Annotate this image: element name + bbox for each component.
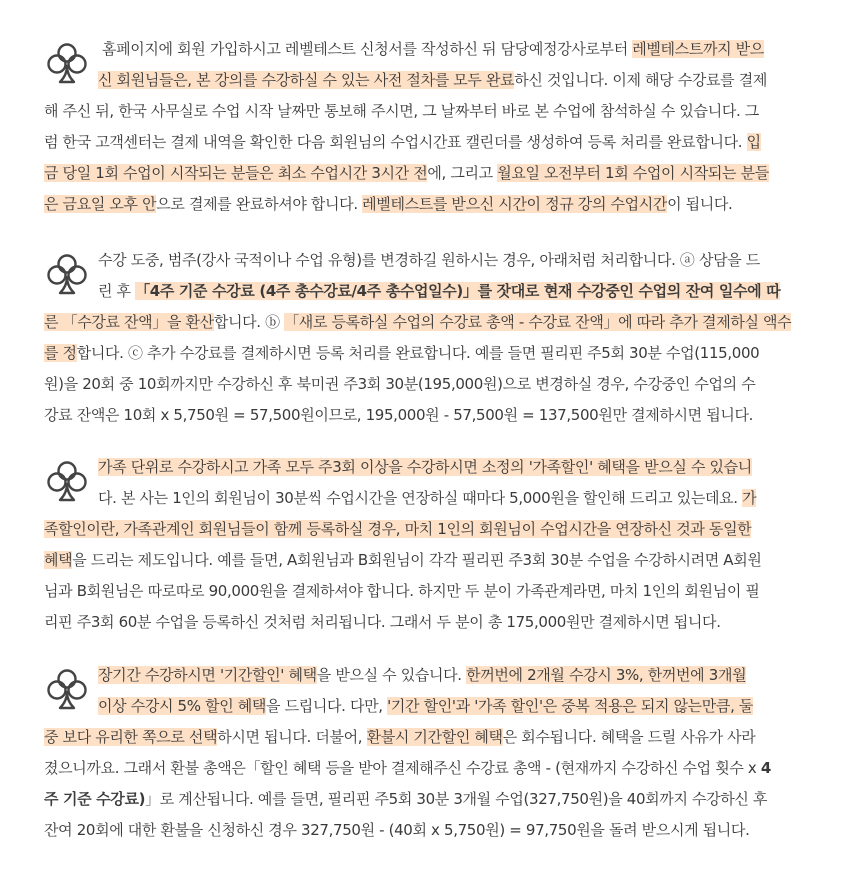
- text-line: [44, 660, 812, 691]
- club-icon: [44, 40, 90, 86]
- highlighted-text: 「새로 등록하실 수업의 수강료 총액 - 수강료 잔액」에 따라 추가 결제하실 액수: [284, 313, 792, 331]
- text-segment: 에, 그리고: [427, 164, 498, 182]
- highlighted-text: 월요일 오전부터 1회 수업이 시작되는 분들: [497, 164, 769, 182]
- text-segment: 린 후: [98, 282, 136, 300]
- text-line: [44, 65, 812, 96]
- text-segment: 이 됩니다.: [667, 195, 733, 213]
- text-line: [44, 245, 812, 276]
- highlighted-text: 가: [742, 489, 757, 507]
- text-line: [44, 576, 812, 607]
- highlighted-text: 이상 수강시 5% 할인 혜택: [98, 697, 267, 715]
- text-segment: 합니다. ⓒ 추가 수강료를 결제하시면 등록 처리를 완료합니다. 예를 들면 필리핀 주5회 30분 수업(115,000: [76, 344, 760, 362]
- highlighted-text: 레벨테스트까지 받으: [632, 40, 764, 58]
- paragraph-course-change: [44, 245, 812, 431]
- text-segment: 」로 계산됩니다. 예를 들면, 필리핀 주5회 30분 3개월 수업(327,750원)을 40회까지 수강하신 후: [145, 790, 768, 808]
- text-segment: 하신 것입니다. 이제 해당 수강료를 결제: [514, 71, 768, 89]
- highlighted-text: 「4주 기준 수강료 (4주 총수강료/4주 총수업일수)」를 잣대로 현재 수강중인 수업의 잔여 일수에 따: [135, 282, 781, 300]
- highlighted-text: 환불시 기간할인 혜택: [366, 728, 503, 746]
- text-segment: 을 받으실 수 있습니다.: [316, 666, 467, 684]
- text-line: [44, 158, 812, 189]
- text-segment: 럼 한국 고객센터는 결제 내역을 확인한 다음 회원님의 수업시간표 캘린더를 생성하여 등록 처리를 완료합니다.: [44, 133, 747, 151]
- text-segment: 리핀 주3회 60분 수업을 등록하신 것처럼 처리됩니다. 그래서 두 분이 총 175,000원만 결제하시면 됩니다.: [44, 613, 721, 631]
- text-segment: 님과 B회원님은 따로따로 90,000원을 결제하셔야 합니다. 하지만 두 분이 가족관계라면, 마치 1인의 회원님이 필: [44, 582, 760, 600]
- text-segment: 원)을 20회 중 10회까지만 수강하신 후 북미권 주3회 30분(195,000원)으로 변경하실 경우, 수강중인 수업의 수: [44, 375, 756, 393]
- text-line: [44, 483, 812, 514]
- text-segment: 합니다. ⓑ: [213, 313, 285, 331]
- text-line: [44, 34, 812, 65]
- highlighted-text: 입: [746, 133, 761, 151]
- highlighted-text: 레벨테스트를 받으신 시간이 정규 강의 수업시간: [362, 195, 668, 213]
- highlighted-text: 금 당일 1회 수업이 시작되는 분들은 최소 수업시간 3시간 전: [44, 164, 428, 182]
- highlighted-text: 중 보다 유리한 쪽으로 선택: [44, 728, 218, 746]
- text-line: [44, 691, 812, 722]
- text-line: [44, 514, 812, 545]
- highlighted-text: 족할인이란, 가족관계인 회원님들이 함께 등록하실 경우, 마치 1인의 회원님이 수업시간을 연장하신 것과 동일한: [44, 520, 752, 538]
- highlighted-text: 혜택: [44, 551, 73, 569]
- text-line: [44, 189, 812, 220]
- text-line: [44, 400, 812, 431]
- paragraph-period-discount: [44, 660, 812, 846]
- text-segment: 4: [760, 759, 771, 777]
- paragraph-registration: [44, 34, 812, 220]
- text-segment: 홈페이지에 회원 가입하시고 레벨테스트 신청서를 작성하신 뒤 담당예정강사로부터: [102, 40, 633, 58]
- text-line: [44, 815, 812, 846]
- text-segment: 해 주신 뒤, 한국 사무실로 수업 시작 날짜만 통보해 주시면, 그 날짜부터 바로 본 수업에 참석하실 수 있습니다. 그: [44, 102, 759, 120]
- highlighted-text: 가족 단위로 수강하시고 가족 모두 주3회 이상을 수강하시면 소정의 '가족할인' 혜택을 받으실 수 있습니: [98, 458, 752, 476]
- text-line: [44, 369, 812, 400]
- text-line: [44, 276, 812, 307]
- highlighted-text: '기간 할인'과 '가족 할인'은 중복 적용은 되지 않는만큼, 둘: [387, 697, 754, 715]
- text-segment: 을 드리는 제도입니다. 예를 들면, A회원님과 B회원님이 각각 필리핀 주3회 30분 수업을 수강하시려면 A회원: [72, 551, 762, 569]
- text-segment: 강료 잔액은 10회 x 5,750원 = 57,500원이므로, 195,000원 - 57,500원 = 137,500원만 결제하시면 됩니다.: [44, 406, 754, 424]
- text-line: [44, 722, 812, 753]
- text-line: [44, 545, 812, 576]
- text-line: [44, 452, 812, 483]
- text-line: [44, 338, 812, 369]
- text-line: [44, 607, 812, 638]
- text-segment: 잔여 20회에 대한 환불을 신청하신 경우 327,750원 - (40회 x 5,750원) = 97,750원을 돌려 받으시게 됩니다.: [44, 821, 750, 839]
- highlighted-text: 한꺼번에 2개월 수강시 3%, 한꺼번에 3개월: [466, 666, 747, 684]
- text-segment: 은 회수됩니다. 혜택을 드릴 사유가 사라: [502, 728, 756, 746]
- club-icon: [44, 251, 90, 297]
- paragraph-family-discount: [44, 452, 812, 638]
- text-line: [44, 753, 812, 784]
- text-segment: 을 드립니다. 다만,: [266, 697, 388, 715]
- highlighted-text: 장기간 수강하시면 '기간할인' 혜택: [98, 666, 317, 684]
- club-icon: [44, 666, 90, 712]
- text-line: [44, 96, 812, 127]
- text-line: [44, 127, 812, 158]
- highlighted-text: 신 회원님들은, 본 강의를 수강하실 수 있는 사전 절차를 모두 완료: [98, 71, 515, 89]
- text-segment: 수강 도중, 범주(강사 국적이나 수업 유형)를 변경하길 원하시는 경우, 아래처럼 처리합니다. ⓐ 상담을 드: [98, 251, 760, 269]
- highlighted-text: 를 정: [44, 344, 77, 362]
- highlighted-text: 른 「수강료 잔액」을 환산: [44, 313, 214, 331]
- text-segment: 다. 본 사는 1인의 회원님이 30분씩 수업시간을 연장하실 때마다 5,000원을 할인해 드리고 있는데요.: [98, 489, 743, 507]
- text-line: [44, 307, 812, 338]
- text-segment: 하시면 됩니다. 더불어,: [217, 728, 367, 746]
- text-line: [44, 784, 812, 815]
- text-segment: 으로 결제를 완료하셔야 합니다.: [156, 195, 363, 213]
- club-icon: [44, 458, 90, 504]
- text-segment: 주 기준 수강료): [44, 790, 146, 808]
- highlighted-text: 은 금요일 오후 안: [44, 195, 157, 213]
- text-segment: 졌으니까요. 그래서 환불 총액은「할인 혜택 등을 받아 결제해주신 수강료 총액 - (현재까지 수강하신 수업 횟수 x: [44, 759, 761, 777]
